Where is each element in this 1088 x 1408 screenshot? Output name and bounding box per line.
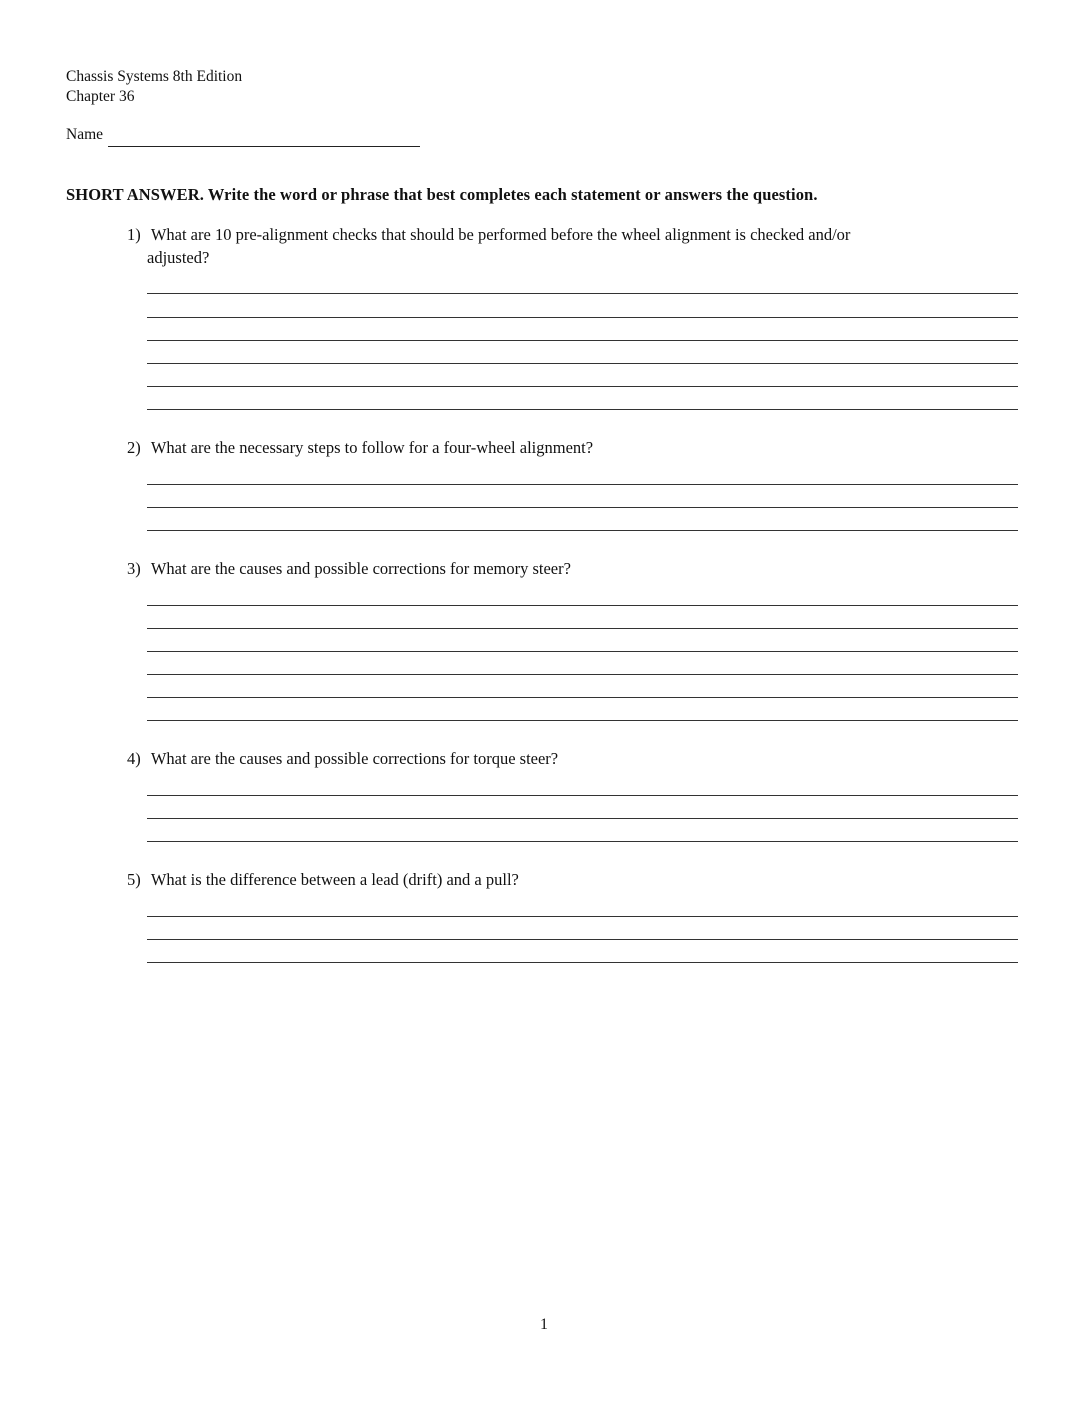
question-text: What are the causes and possible corrections for memory steer? <box>150 559 571 578</box>
answer-line[interactable] <box>147 962 1018 963</box>
answer-line[interactable] <box>147 651 1018 652</box>
instructions: SHORT ANSWER. Write the word or phrase that best completes each statement or answers the question. <box>66 185 818 204</box>
answer-line[interactable] <box>147 484 1018 485</box>
chapter-label: Chapter 36 <box>66 88 135 105</box>
answer-line[interactable] <box>147 795 1018 796</box>
question-2 <box>127 436 1007 459</box>
answer-line[interactable] <box>147 507 1018 508</box>
question-number: 5) <box>127 870 141 889</box>
question-number: 2) <box>127 438 141 457</box>
answer-line[interactable] <box>147 720 1018 721</box>
question-number: 4) <box>127 749 141 768</box>
question-4 <box>127 747 1007 770</box>
question-text: What is the difference between a lead (drift) and a pull? <box>150 870 519 889</box>
question-text: What are the necessary steps to follow for a four-wheel alignment? <box>150 438 594 457</box>
question-1 <box>127 223 1007 269</box>
page-number: 1 <box>540 1316 548 1333</box>
answer-line[interactable] <box>147 697 1018 698</box>
name-field-line[interactable] <box>108 146 420 147</box>
answer-line[interactable] <box>147 628 1018 629</box>
course-title: Chassis Systems 8th Edition <box>66 68 243 85</box>
answer-line[interactable] <box>147 530 1018 531</box>
question-3 <box>127 557 1007 580</box>
answer-line[interactable] <box>147 605 1018 606</box>
question-number: 3) <box>127 559 141 578</box>
answer-line[interactable] <box>147 340 1018 341</box>
answer-line[interactable] <box>147 674 1018 675</box>
question-text: What are 10 pre-alignment checks that should be performed before the wheel alignment is checked and/or <box>150 225 851 244</box>
answer-line[interactable] <box>147 939 1018 940</box>
answer-line[interactable] <box>147 317 1018 318</box>
answer-line[interactable] <box>147 916 1018 917</box>
question-text: What are the causes and possible corrections for torque steer? <box>150 749 559 768</box>
answer-line[interactable] <box>147 818 1018 819</box>
answer-line[interactable] <box>147 363 1018 364</box>
answer-line[interactable] <box>147 293 1018 294</box>
question-number: 1) <box>127 225 141 244</box>
question-5 <box>127 868 1007 891</box>
question-text-continued: adjusted? <box>147 248 210 267</box>
answer-line[interactable] <box>147 386 1018 387</box>
name-label: Name <box>66 126 104 143</box>
answer-line[interactable] <box>147 841 1018 842</box>
answer-line[interactable] <box>147 409 1018 410</box>
